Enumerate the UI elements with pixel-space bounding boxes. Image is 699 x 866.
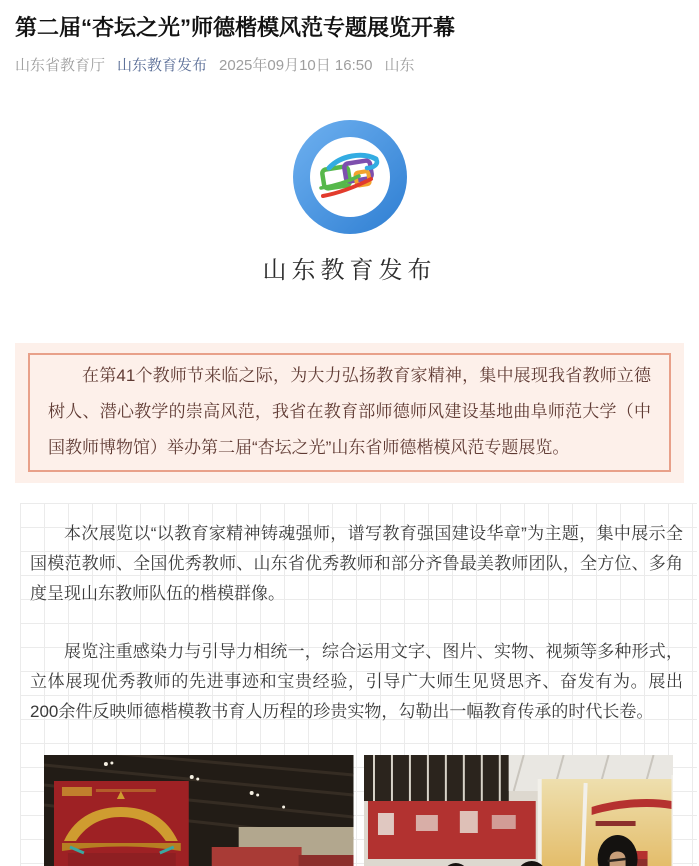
meta-datetime: 2025年09月10日 16:50 <box>219 57 373 74</box>
photo-row <box>20 755 697 866</box>
body-paragraph-1: 本次展览以“以教育家精神铸魂强师，谱写教育强国建设华章”为主题，集中展示全国模范教师、全国优秀教师、山东省优秀教师和部分齐鲁最美教师团队，全方位、多角度呈现山东教师队伍的楷模群像。 <box>30 524 683 603</box>
meta-author: 山东省教育厅 <box>15 57 106 74</box>
highlight-text: 在第41个教师节来临之际，为大力弘扬教育家精神，集中展现我省教师立德树人、潜心教学的崇高风范，我省在教育部师德师风建设基地曲阜师范大学（中国教师博物馆）举办第二届“杏坛之光”山东省师德楷模风范专题展览。 <box>48 366 651 457</box>
meta-account-link[interactable]: 山东教育发布 <box>117 57 208 74</box>
account-logo-block <box>0 120 699 285</box>
article-title: 第二届“杏坛之光”师德楷模风范专题展览开幕 <box>15 15 456 40</box>
body-paragraph-2: 展览注重感染力与引导力相统一，综合运用文字、图片、实物、视频等多种形式，立体展现优秀教师的先进事迹和宝贵经验，引导广大师生见贤思齐、奋发有为。展出200余件反映师德楷模教书育人历程的珍贵实物，勾勒出一幅教育传承的时代长卷。 <box>30 642 683 721</box>
exhibition-hall-red-backdrop-photo[interactable] <box>44 755 354 866</box>
meta-location: 山东 <box>384 57 415 74</box>
exhibition-hall-visitors-photo[interactable] <box>364 755 674 866</box>
logo-caption: 山东教育发布 <box>262 258 437 284</box>
article-body <box>20 503 697 866</box>
shandong-education-release-logo-icon <box>293 120 407 234</box>
highlight-box <box>15 343 684 483</box>
article-meta <box>15 56 684 76</box>
highlight-box-border <box>28 353 671 472</box>
